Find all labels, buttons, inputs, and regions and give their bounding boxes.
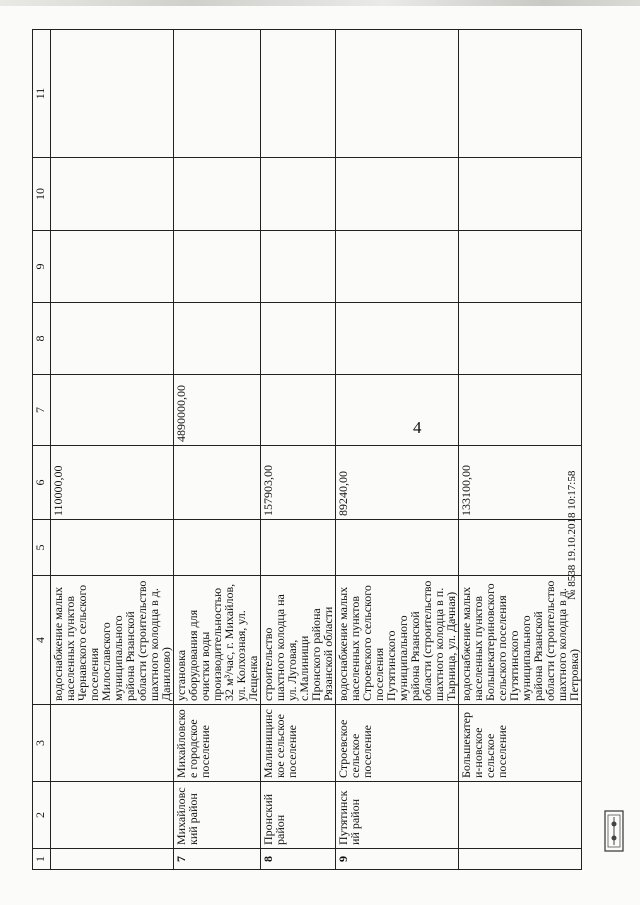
col-header: 4 (33, 576, 51, 705)
table-row (174, 30, 261, 870)
settlement-cell: Михайловское городское поселение (174, 705, 261, 782)
value-cell (51, 30, 174, 158)
col-header: 7 (33, 375, 51, 446)
value-cell (261, 158, 336, 231)
description-cell: водоснабжение малых населенных пунктов Чернавского сельского поселения Милославского муниципального района Рязанской области (строительство шахтного колодца в д. Данилово) (51, 576, 174, 705)
district-cell (459, 782, 582, 849)
col-header: 11 (33, 30, 51, 158)
district-cell: Путятинский район (336, 782, 459, 849)
data-table (32, 29, 582, 870)
value-cell (336, 158, 459, 231)
value-cell: 110000,00 (51, 446, 174, 520)
row-number: 7 (174, 849, 261, 870)
col-header: 2 (33, 782, 51, 849)
value-cell (51, 231, 174, 303)
value-cell (261, 303, 336, 375)
value-cell (336, 520, 459, 576)
value-cell (174, 303, 261, 375)
value-cell (174, 231, 261, 303)
value-cell (261, 30, 336, 158)
value-cell (336, 30, 459, 158)
district-cell: Михайловский район (174, 782, 261, 849)
description-cell: водоснабжение малых населенных пунктов Строевского сельского поселения Путятинского муниципального района Рязанской области (строительство шахтного колодца в п. Тырница, ул. Дачная) (336, 576, 459, 705)
row-number: 8 (261, 849, 336, 870)
value-cell (174, 158, 261, 231)
value-cell (261, 375, 336, 446)
value-cell (459, 158, 582, 231)
value-cell: 89240,00 (336, 446, 459, 520)
value-cell (174, 520, 261, 576)
table-row (459, 30, 582, 870)
settlement-cell (51, 705, 174, 782)
description-cell: установка оборудования для очистки воды производительностью 32 м³/час, г. Михайлов, ул. Колхозная, ул. Лещенка (174, 576, 261, 705)
value-cell: 4890000,00 (174, 375, 261, 446)
table-row (51, 30, 174, 870)
row-number (459, 849, 582, 870)
header-row (33, 30, 51, 870)
value-cell (261, 520, 336, 576)
value-cell (51, 303, 174, 375)
settlement-cell: Малинищинское сельское поселение (261, 705, 336, 782)
value-cell (174, 30, 261, 158)
col-header: 5 (33, 520, 51, 576)
value-cell (459, 303, 582, 375)
value-cell: 157903,00 (261, 446, 336, 520)
table-row (336, 30, 459, 870)
settlement-cell: Строевское сельское поселение (336, 705, 459, 782)
district-cell (51, 782, 174, 849)
col-header: 9 (33, 231, 51, 303)
table-row (261, 30, 336, 870)
registration-stamp: № 8538 19.10.2018 10:17:58 (566, 470, 578, 600)
scan-edge (0, 0, 640, 6)
row-number: 9 (336, 849, 459, 870)
value-cell (459, 30, 582, 158)
row-number (51, 849, 174, 870)
value-cell (459, 520, 582, 576)
description-cell: строительство шахтного колодца на ул. Луговая, с.Малинищи Пронского района Рязанской области (261, 576, 336, 705)
value-cell (51, 158, 174, 231)
value-cell (261, 231, 336, 303)
value-cell (174, 446, 261, 520)
col-header: 6 (33, 446, 51, 520)
value-cell (459, 375, 582, 446)
col-header: 3 (33, 705, 51, 782)
value-cell (51, 375, 174, 446)
settlement-cell: Большекатери-новское сельское поселение (459, 705, 582, 782)
district-cell: Пронский район (261, 782, 336, 849)
value-cell (336, 303, 459, 375)
value-cell (336, 375, 459, 446)
seal-icon (604, 810, 624, 857)
col-header: 10 (33, 158, 51, 231)
value-cell (459, 231, 582, 303)
description-cell: водоснабжение малых населенных пунктов Большекатериновского сельского поселения Путятинского муниципального района Рязанской области (строительство шахтного колодца в д. Петровка) (459, 576, 582, 705)
col-header: 1 (33, 849, 51, 870)
value-cell (51, 520, 174, 576)
value-cell: 133100,00 (459, 446, 582, 520)
col-header: 8 (33, 303, 51, 375)
page-number: 4 (413, 418, 422, 437)
value-cell (336, 231, 459, 303)
